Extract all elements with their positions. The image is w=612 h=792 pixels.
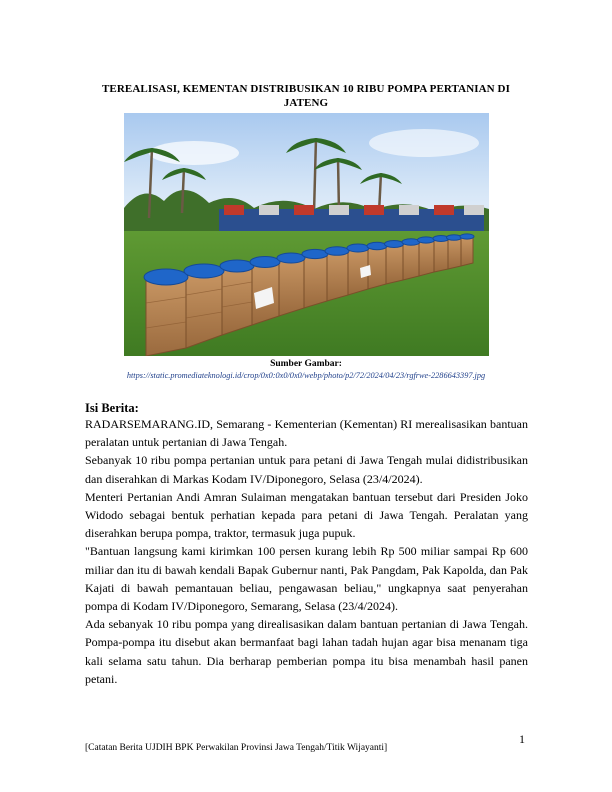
page-number: 1: [519, 732, 525, 746]
image-caption-label: Sumber Gambar:: [270, 359, 342, 369]
image-source-url[interactable]: https://static.promediateknologi.id/crop/0x0:0x0/0x0/webp/photo/p2/72/2024/04/23/rgfrwe-2286643397.jpg: [126, 371, 486, 380]
article-photo: [124, 113, 489, 356]
paragraph: RADARSEMARANG.ID, Semarang - Kementerian (Kementan) RI merealisasikan bantuan peralatan untuk pertanian di Jawa Tengah.: [85, 417, 528, 450]
paragraph: Sebanyak 10 ribu pompa pertanian untuk para petani di Jawa Tengah mulai didistribusikan dan diserahkan di Markas Kodam IV/Diponegoro, Selasa (23/4/2024).: [85, 453, 528, 486]
section-heading: Isi Berita:: [85, 401, 139, 415]
footer-note: [Catatan Berita UJDIH BPK Perwakilan Provinsi Jawa Tengah/Titik Wijayanti]: [85, 743, 388, 753]
article-body: [85, 415, 528, 688]
paragraph: Ada sebanyak 10 ribu pompa yang direalisasikan dalam bantuan pertanian di Jawa Tengah. Pompa-pompa itu disebut akan bermanfaat bagi lahan tadah hujan agar bisa menanam tiga kali selama satu tahun. Dia berharap pemberian pompa itu bisa menambah hasil panen petani.: [85, 617, 528, 686]
paragraph: Menteri Pertanian Andi Amran Sulaiman mengatakan bantuan tersebut dari Presiden Joko Widodo sebagai bentuk perhatian kepada para petani di Jawa Tengah. Peralatan yang diserahkan berupa pompa, traktor, termasuk juga pupuk.: [85, 489, 528, 541]
article-title: TEREALISASI, KEMENTAN DISTRIBUSIKAN 10 RIBU POMPA PERTANIAN DI JATENG: [102, 83, 510, 109]
paragraph: "Bantuan langsung kami kirimkan 100 persen kurang lebih Rp 500 miliar sampai Rp 600 miliar dan itu di bawah kendali Bapak Gubernur nanti, Pak Pangdam, Pak Kapolda, dan Pak Kajati di bawah pemantauan beliau, pengawasan beliau," ungkapnya saat penyerahan pompa di Kodam IV/Diponegoro, Semarang, Selasa (23/4/2024).: [85, 544, 528, 614]
